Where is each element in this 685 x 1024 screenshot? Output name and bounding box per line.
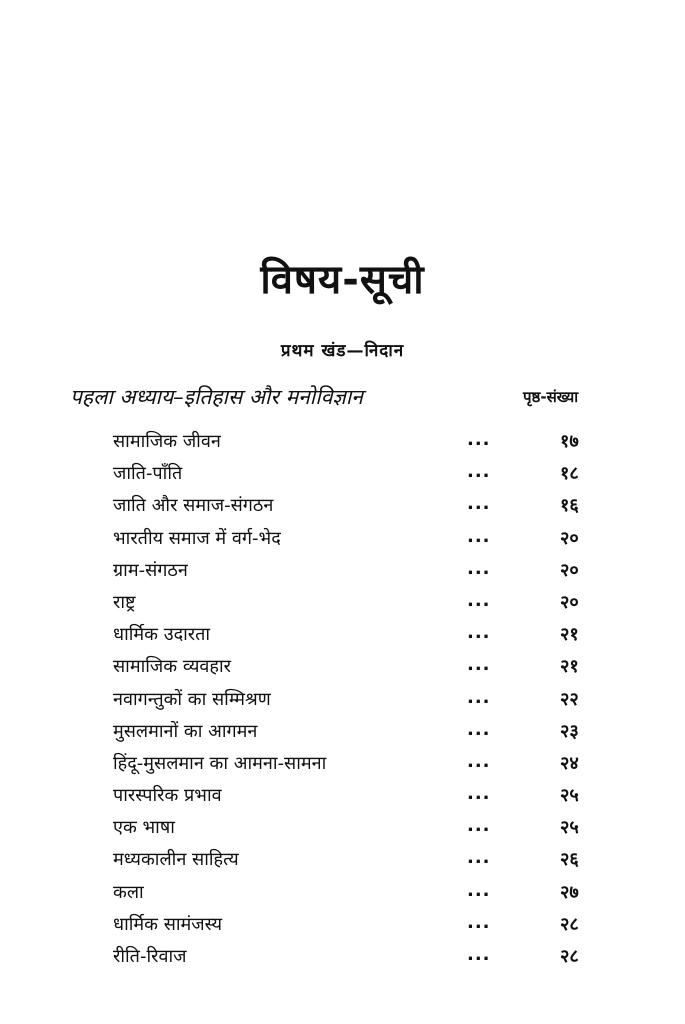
entry-leader: ...	[467, 847, 491, 869]
entry-title: हिंदू-मुसलमान का आमना-सामना	[113, 752, 327, 774]
entry-title: रीति-रिवाज	[113, 946, 187, 967]
contents-entry	[0, 749, 685, 781]
entry-title: सामाजिक व्यवहार	[113, 656, 232, 678]
entry-title: मुसलमानों का आगमन	[113, 720, 258, 742]
contents-entry	[0, 620, 685, 652]
contents-entry	[0, 685, 685, 717]
contents-list	[0, 427, 685, 974]
entry-page-number: २६	[560, 849, 579, 871]
contents-entry	[0, 781, 685, 813]
page-number-column-label: पृष्ठ-संख्या	[523, 388, 579, 406]
entry-title: सामाजिक जीवन	[113, 431, 221, 452]
entry-leader: ...	[467, 879, 491, 901]
contents-entry	[0, 878, 685, 910]
chapter-heading: पहला अध्याय–इतिहास और मनोविज्ञान	[70, 385, 363, 409]
contents-entry	[0, 588, 685, 620]
entry-leader: ...	[467, 944, 491, 965]
entry-page-number: २१	[560, 656, 579, 678]
entry-leader: ...	[467, 622, 491, 644]
entry-title: एक भाषा	[113, 817, 175, 839]
entry-page-number: २३	[560, 720, 579, 742]
contents-entry	[0, 652, 685, 684]
entry-leader: ...	[467, 525, 491, 547]
entry-page-number: २१	[560, 624, 579, 646]
entry-leader: ...	[467, 783, 491, 805]
entry-page-number: २५	[560, 785, 579, 807]
entry-leader: ...	[467, 911, 491, 933]
contents-entry	[0, 813, 685, 845]
entry-page-number: २८	[560, 913, 579, 935]
entry-page-number: १७	[560, 431, 579, 452]
entry-page-number: १८	[560, 463, 579, 485]
entry-leader: ...	[467, 429, 491, 450]
contents-entry	[0, 459, 685, 491]
entry-page-number: २०	[560, 527, 579, 549]
contents-entry	[0, 491, 685, 523]
entry-leader: ...	[467, 493, 491, 515]
entry-page-number: २०	[560, 591, 579, 613]
entry-page-number: २८	[560, 946, 579, 967]
entry-leader: ...	[467, 718, 491, 740]
contents-entry	[0, 910, 685, 942]
entry-title: जाति-पाँति	[113, 463, 183, 485]
entry-title: धार्मिक उदारता	[113, 624, 211, 646]
section-heading: प्रथम खंड—निदान	[280, 341, 405, 361]
entry-title: जाति और समाज-संगठन	[113, 495, 274, 517]
entry-title: कला	[113, 881, 144, 903]
entry-title: धार्मिक सामंजस्य	[113, 913, 223, 935]
entry-page-number: २५	[560, 817, 579, 839]
contents-entry	[0, 556, 685, 588]
contents-entry	[0, 427, 685, 459]
entry-leader: ...	[467, 815, 491, 837]
contents-entry	[0, 845, 685, 877]
contents-entry	[0, 942, 685, 974]
entry-leader: ...	[467, 589, 491, 611]
entry-title: नवागन्तुकों का सम्मिश्रण	[113, 688, 271, 710]
entry-page-number: २७	[560, 881, 579, 903]
contents-entry	[0, 717, 685, 749]
page-title: विषय-सूची	[260, 257, 425, 303]
entry-title: ग्राम-संगठन	[113, 559, 188, 581]
entry-page-number: १६	[560, 495, 579, 517]
entry-title: भारतीय समाज में वर्ग-भेद	[113, 527, 281, 549]
entry-page-number: २२	[560, 688, 579, 710]
entry-page-number: २०	[560, 559, 579, 581]
entry-leader: ...	[467, 686, 491, 708]
entry-leader: ...	[467, 654, 491, 676]
entry-title: मध्यकालीन साहित्य	[113, 849, 239, 871]
entry-title: पारस्परिक प्रभाव	[113, 785, 222, 807]
entry-leader: ...	[467, 557, 491, 579]
contents-entry	[0, 524, 685, 556]
entry-title: राष्ट्र	[113, 591, 136, 613]
entry-leader: ...	[467, 461, 491, 483]
entry-leader: ...	[467, 750, 491, 772]
entry-page-number: २४	[560, 752, 579, 774]
